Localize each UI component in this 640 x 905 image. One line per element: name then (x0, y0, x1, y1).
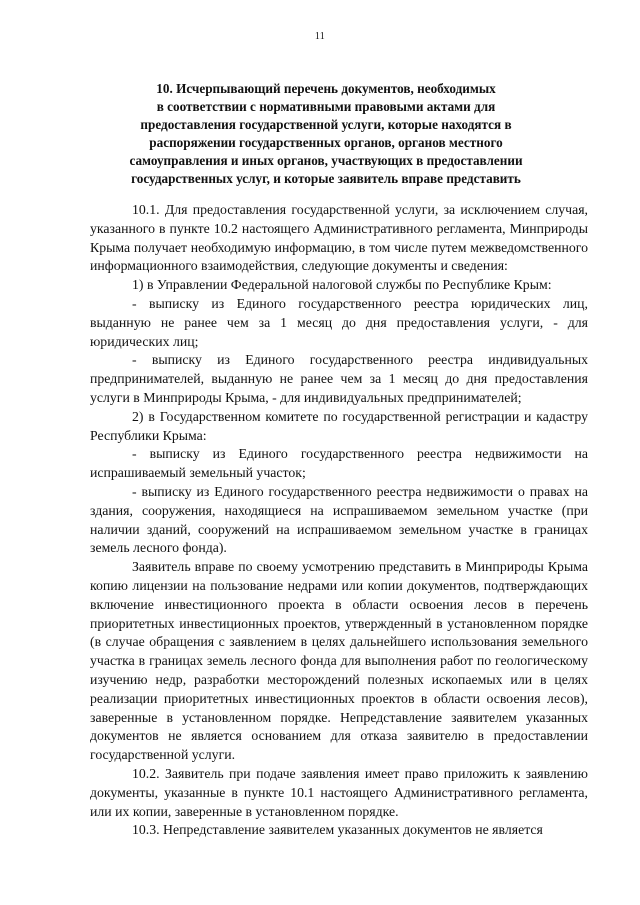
heading-line: предоставления государственной услуги, которые находятся в (140, 117, 512, 132)
paragraph-10-2: 10.2. Заявитель при подаче заявления имеет право приложить к заявлению документы, указанные в пункте 10.1 настоящего Административного регламента, или их копии, заверенные в установленном порядке. (90, 765, 588, 819)
section-heading (122, 80, 530, 188)
paragraph-goskomreg: 2) в Государственном комитете по государственной регистрации и кадастру Республики Крыма: (90, 408, 588, 443)
paragraph-10-3: 10.3. Непредставление заявителем указанных документов не является (132, 822, 543, 838)
heading-line: самоуправления и иных органов, участвующих в предоставлении (129, 153, 523, 168)
document-body (90, 201, 588, 840)
paragraph-egrn-land: - выписку из Единого государственного реестра недвижимости на испрашиваемый земельный участок; (90, 446, 588, 481)
paragraph-fns: 1) в Управлении Федеральной налоговой службы по Республике Крым: (132, 277, 552, 293)
paragraph-egrn-buildings: - выписку из Единого государственного реестра недвижимости о правах на здания, сооружения, находящиеся на испрашиваемом земельном участке (при наличии зданий, сооружений на испрашиваемом земельном участке в границах земель лесного фонда). (90, 483, 588, 556)
heading-line: распоряжении государственных органов, органов местного (149, 135, 503, 150)
heading-line: государственных услуг, и которые заявитель вправе представить (131, 171, 521, 186)
page-number: 11 (314, 31, 326, 42)
paragraph-applicant-rights: Заявитель вправе по своему усмотрению представить в Минприроды Крыма копию лицензии на пользование недрами или копии документов, подтверждающих включение инвестиционного проекта в области освоения лесов в перечень приоритетных инвестиционных проектов, утвержденный в установленном порядке (в случае обращения с заявлением в целях дальнейшего использования земельного участка в границах земель лесного фонда для выполнения работ по геологическому изучению недр, разработки месторождений полезных ископаемых или в целях реализации приоритетных инвестиционных проектов в области освоения лесов), заверенные в установленном порядке. Непредставление заявителем указанных документов не является основанием для отказа заявителю в предоставлении государственной услуги. (90, 559, 588, 763)
paragraph-10-1: 10.1. Для предоставления государственной услуги, за исключением случая, указанного в пункте 10.2 настоящего Административного регламента, Минприроды Крыма получает необходимую информацию, в том числе путем межведомственного информационного взаимодействия, следующие документы и сведения: (90, 202, 588, 274)
heading-line: 10. Исчерпывающий перечень документов, необходимых (156, 81, 496, 96)
paragraph-egrul: - выписку из Единого государственного реестра юридических лиц, выданную не ранее чем за 1 месяц до дня предоставления услуги, - для юридических лиц; (90, 295, 588, 349)
paragraph-egrip: - выписку из Единого государственного реестра индивидуальных предпринимателей, выданную не ранее чем за 1 месяц до дня предоставления услуги в Минприроды Крыма, - для индивидуальных предпринимателей; (90, 352, 588, 405)
heading-line: в соответствии с нормативными правовыми актами для (156, 99, 496, 114)
